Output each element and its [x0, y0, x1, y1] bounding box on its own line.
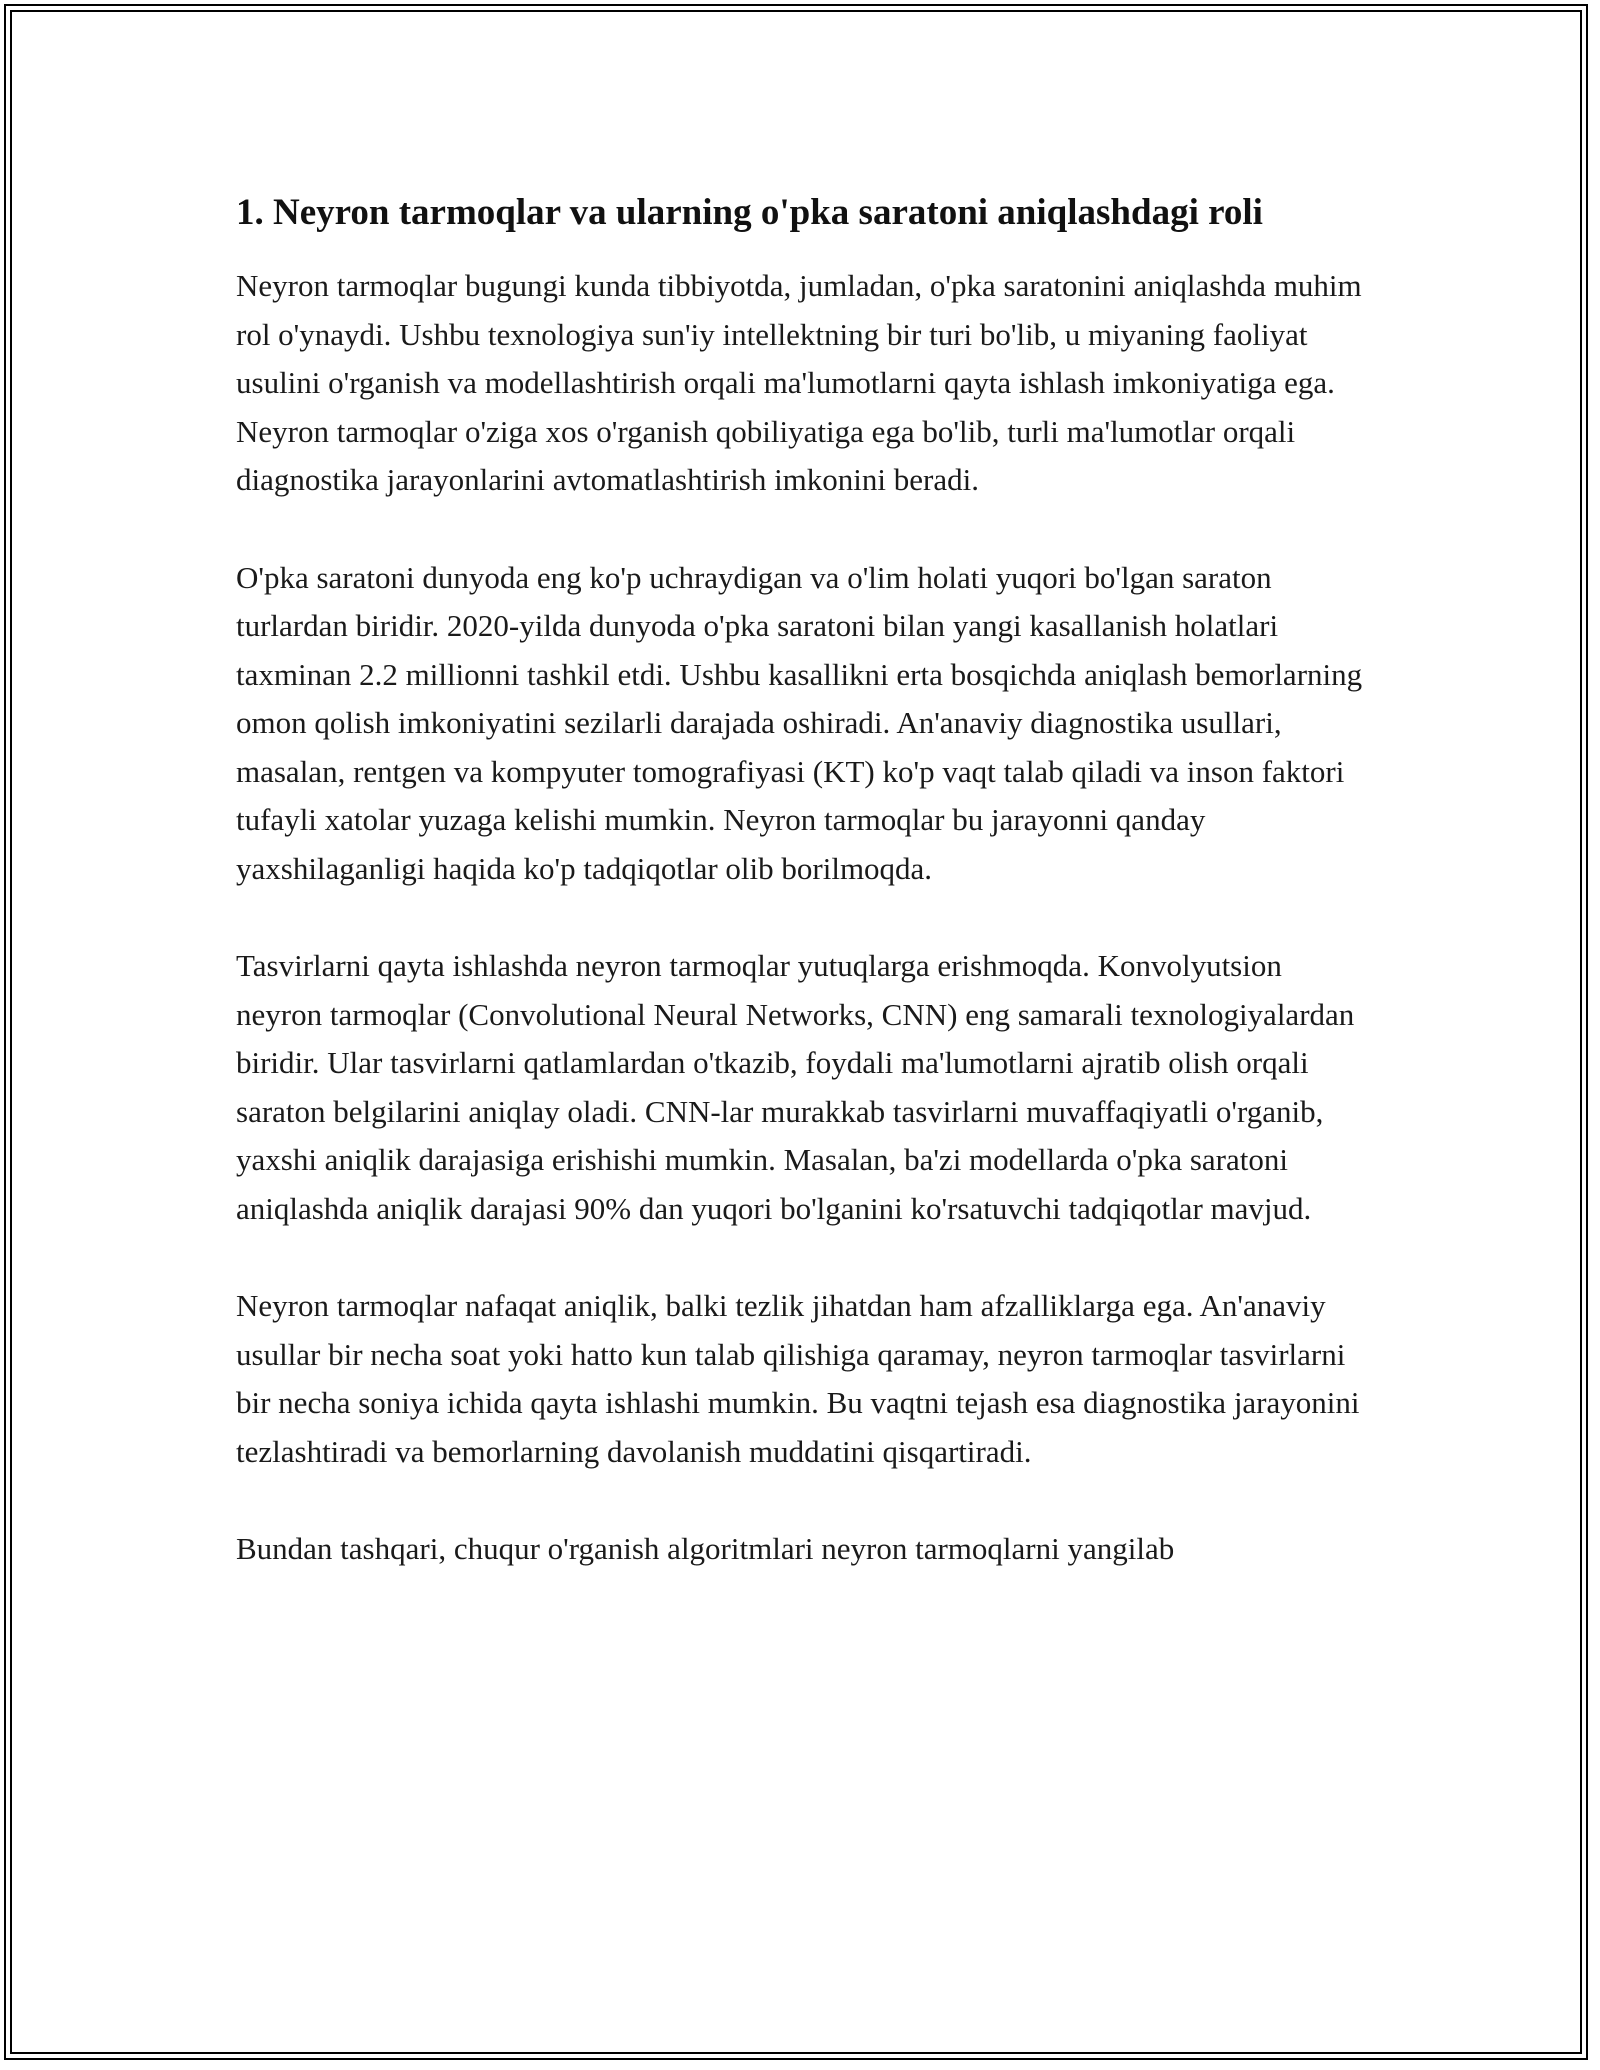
paragraph-intro: Neyron tarmoqlar bugungi kunda tibbiyotda, jumladan, o'pka saratonini aniqlashda muhim rol o'ynaydi. Ushbu texnologiya sun'iy intellektning bir turi bo'lib, u miyaning faoliyat usulini o'rganish va modellashtirish orqali ma'lumotlarni qayta ishlash imkoniyatiga ega. Neyron tarmoqlar o'ziga xos o'rganish qobiliyatiga ega bo'lib, turli ma'lumotlar orqali diagnostika jarayonlarini avtomatlashtirish imkonini beradi. [236, 268, 1362, 497]
section-heading: 1. Neyron tarmoqlar va ularning o'pka saratoni aniqlashdagi roli [236, 192, 1263, 233]
document-body [236, 186, 1366, 1623]
paragraph-deep-learning: Bundan tashqari, chuqur o'rganish algoritmlari neyron tarmoqlarni yangilab [236, 1531, 1175, 1566]
paragraph-cnn: Tasvirlarni qayta ishlashda neyron tarmoqlar yutuqlarga erishmoqda. Konvolyutsion neyron tarmoqlar (Convolutional Neural Networks, CNN) eng samarali texnologiyalardan biridir. Ular tasvirlarni qatlamlardan o'tkazib, foydali ma'lumotlarni ajratib olish orqali saraton belgilarini aniqlay oladi. CNN-lar murakkab tasvirlarni muvaffaqiyatli o'rganib, yaxshi aniqlik darajasiga erishishi mumkin. Masalan, ba'zi modellarda o'pka saratoni aniqlashda aniqlik darajasi 90% dan yuqori bo'lganini ko'rsatuvchi tadqiqotlar mavjud. [236, 948, 1355, 1226]
paragraph-speed: Neyron tarmoqlar nafaqat aniqlik, balki tezlik jihatdan ham afzalliklarga ega. An'anaviy usullar bir necha soat yoki hatto kun talab qilishiga qaramay, neyron tarmoqlar tasvirlarni bir necha soniya ichida qayta ishlashi mumkin. Bu vaqtni tejash esa diagnostika jarayonini tezlashtiradi va bemorlarning davolanish muddatini qisqartiradi. [236, 1288, 1360, 1469]
paragraph-lung-cancer-stats: O'pka saratoni dunyoda eng ko'p uchraydigan va o'lim holati yuqori bo'lgan saraton turlardan biridir. 2020-yilda dunyoda o'pka saratoni bilan yangi kasallanish holatlari taxminan 2.2 millionni tashkil etdi. Ushbu kasallikni erta bosqichda aniqlash bemorlarning omon qolish imkoniyatini sezilarli darajada oshiradi. An'anaviy diagnostika usullari, masalan, rentgen va kompyuter tomografiyasi (KT) ko'p vaqt talab qiladi va inson faktori tufayli xatolar yuzaga kelishi mumkin. Neyron tarmoqlar bu jarayonni qanday yaxshilaganligi haqida ko'p tadqiqotlar olib borilmoqda. [236, 559, 1363, 886]
